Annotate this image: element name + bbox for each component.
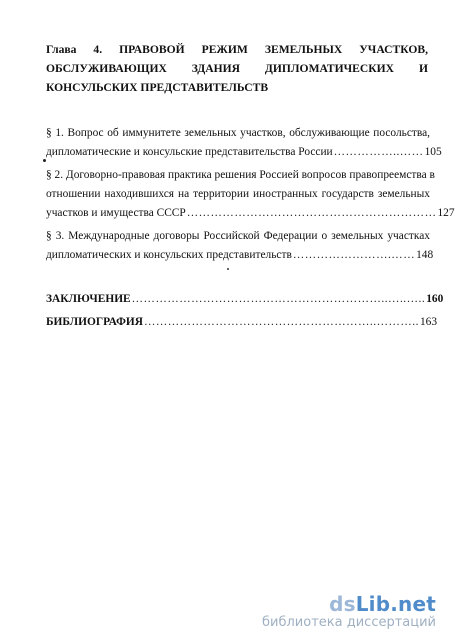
toc-page-number: 127 <box>437 207 455 219</box>
toc-page-number: 105 <box>424 146 442 158</box>
watermark <box>262 593 436 631</box>
toc-entry-section-1[interactable] <box>46 124 442 162</box>
watermark-subtitle: библиотека диссертаций <box>262 615 436 630</box>
toc-entry-text-line: § 2. Договорно-правовая практика решения Россией вопросов правопреемства в <box>46 169 435 181</box>
toc-entry-text-line: § 3. Международные договоры Российской Федерации о земельных участках <box>46 230 430 242</box>
toc-entry-text-line: отношении находившихся на территории иностранных государств земельных <box>46 188 430 200</box>
toc-entry-section-3[interactable] <box>46 227 434 265</box>
toc-page-number: 163 <box>419 316 438 328</box>
chapter-heading-line-3: КОНСУЛЬСКИХ ПРЕДСТАВИТЕЛЬСТВ <box>46 81 269 94</box>
toc-entry-text-line: дипломатические и консульские представительства России <box>46 146 333 158</box>
watermark-logo-part-2: Lib.net <box>355 592 436 616</box>
toc-page-number: 148 <box>416 249 434 261</box>
chapter-heading <box>46 40 428 97</box>
toc-entry-bibliography[interactable] <box>46 313 438 332</box>
toc-entry-text-line: участков и имущества СССР <box>46 207 186 219</box>
toc-entry-line <box>46 290 444 309</box>
watermark-logo <box>262 593 436 615</box>
watermark-logo-part-1: ds <box>329 592 356 616</box>
toc-page-number: 160 <box>426 293 444 305</box>
chapter-heading-line-1: Глава 4. ПРАВОВОЙ РЕЖИМ ЗЕМЕЛЬНЫХ УЧАСТКОВ, <box>46 43 428 56</box>
toc-entry-last-line <box>46 246 434 265</box>
toc-entry-conclusion[interactable] <box>46 290 444 309</box>
toc-leader-dots: …………………………………………………..……….. <box>143 316 419 328</box>
bullet-dot <box>43 159 46 162</box>
toc-entry-text-line: § 1. Вопрос об иммунитете земельных участков, обслуживающие посольства, <box>46 127 430 139</box>
toc-entry-section-2[interactable] <box>46 166 455 223</box>
toc-entry-last-line <box>46 204 455 223</box>
toc-entry-text-line: дипломатических и консульских представительств <box>46 249 292 261</box>
toc-entry-last-line <box>46 143 442 162</box>
toc-leader-dots: ……………………………………………………… <box>186 207 437 219</box>
chapter-heading-line-2: ОБСЛУЖИВАЮЩИХ ЗДАНИЯ ДИПЛОМАТИЧЕСКИХ И <box>46 62 428 75</box>
toc-entry-label: БИБЛИОГРАФИЯ <box>46 316 143 328</box>
toc-leader-dots: …………………….…… <box>292 249 416 261</box>
toc-leader-dots: ………………………………………………………..…..….. <box>131 293 426 305</box>
toc-entry-line <box>46 313 438 332</box>
toc-leader-dots: ……………..…… <box>333 146 424 158</box>
stray-dot <box>227 268 229 270</box>
toc-entry-label: ЗАКЛЮЧЕНИЕ <box>46 293 131 305</box>
